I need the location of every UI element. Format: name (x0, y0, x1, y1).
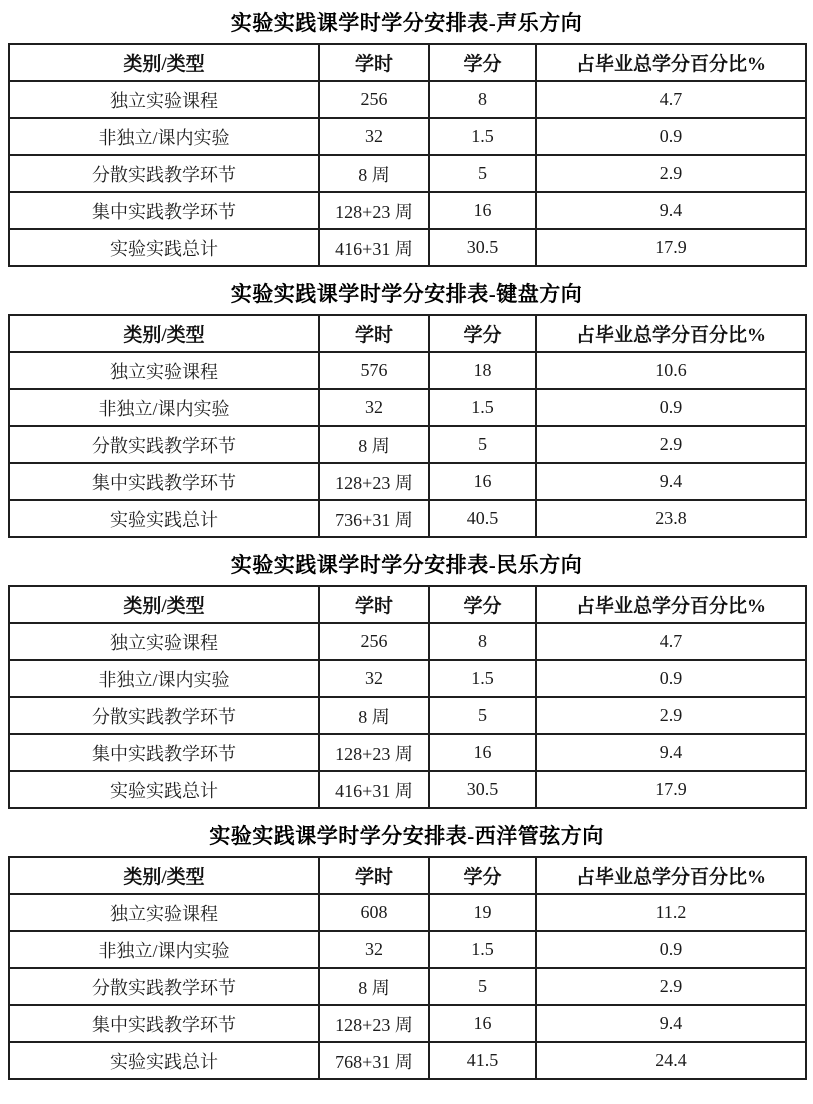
header-cell-category: 类别/类型 (9, 315, 319, 352)
cell-credits: 30.5 (429, 229, 536, 266)
cell-hours: 32 (319, 389, 429, 426)
table-row (9, 968, 806, 1005)
cell-percentage: 4.7 (536, 623, 806, 660)
table-row (9, 463, 806, 500)
cell-percentage: 0.9 (536, 389, 806, 426)
cell-percentage: 9.4 (536, 192, 806, 229)
cell-credits: 1.5 (429, 931, 536, 968)
cell-percentage: 0.9 (536, 660, 806, 697)
cell-percentage: 2.9 (536, 426, 806, 463)
table-row (9, 894, 806, 931)
header-cell-hours: 学时 (319, 315, 429, 352)
header-cell-category: 类别/类型 (9, 44, 319, 81)
cell-hours: 768+31 周 (319, 1042, 429, 1079)
cell-category: 独立实验课程 (9, 623, 319, 660)
table-row (9, 931, 806, 968)
cell-credits: 1.5 (429, 660, 536, 697)
cell-hours: 736+31 周 (319, 500, 429, 537)
table-row (9, 155, 806, 192)
table-section-vocal (8, 10, 805, 267)
cell-category: 非独立/课内实验 (9, 660, 319, 697)
cell-hours: 256 (319, 623, 429, 660)
cell-percentage: 2.9 (536, 697, 806, 734)
header-row (9, 586, 806, 623)
table-row (9, 81, 806, 118)
cell-category: 分散实践教学环节 (9, 968, 319, 1005)
header-cell-hours: 学时 (319, 857, 429, 894)
cell-category: 独立实验课程 (9, 81, 319, 118)
table-title: 实验实践课学时学分安排表-民乐方向 (230, 553, 583, 577)
cell-hours: 608 (319, 894, 429, 931)
cell-credits: 40.5 (429, 500, 536, 537)
table-row (9, 1005, 806, 1042)
cell-credits: 1.5 (429, 389, 536, 426)
table-row-total (9, 1042, 806, 1079)
cell-category: 分散实践教学环节 (9, 155, 319, 192)
cell-percentage: 2.9 (536, 155, 806, 192)
cell-credits: 16 (429, 192, 536, 229)
cell-credits: 16 (429, 463, 536, 500)
cell-percentage: 17.9 (536, 229, 806, 266)
cell-category: 实验实践总计 (9, 229, 319, 266)
table-row-total (9, 500, 806, 537)
cell-category: 独立实验课程 (9, 352, 319, 389)
cell-category: 集中实践教学环节 (9, 1005, 319, 1042)
cell-percentage: 24.4 (536, 1042, 806, 1079)
header-cell-credits: 学分 (429, 315, 536, 352)
table-section-keyboard (8, 281, 805, 538)
table-row (9, 660, 806, 697)
table-row (9, 623, 806, 660)
cell-percentage: 2.9 (536, 968, 806, 1005)
header-cell-credits: 学分 (429, 857, 536, 894)
cell-category: 实验实践总计 (9, 500, 319, 537)
credit-hours-table (8, 585, 807, 809)
cell-hours: 416+31 周 (319, 771, 429, 808)
cell-percentage: 0.9 (536, 118, 806, 155)
cell-credits: 30.5 (429, 771, 536, 808)
header-cell-category: 类别/类型 (9, 857, 319, 894)
cell-percentage: 10.6 (536, 352, 806, 389)
credit-hours-table (8, 314, 807, 538)
table-row (9, 697, 806, 734)
cell-hours: 128+23 周 (319, 734, 429, 771)
cell-hours: 8 周 (319, 968, 429, 1005)
header-cell-percentage: 占毕业总学分百分比% (536, 44, 806, 81)
cell-category: 非独立/课内实验 (9, 389, 319, 426)
cell-hours: 32 (319, 118, 429, 155)
cell-hours: 8 周 (319, 697, 429, 734)
header-cell-percentage: 占毕业总学分百分比% (536, 857, 806, 894)
cell-hours: 128+23 周 (319, 192, 429, 229)
cell-percentage: 17.9 (536, 771, 806, 808)
cell-percentage: 0.9 (536, 931, 806, 968)
cell-hours: 256 (319, 81, 429, 118)
cell-category: 非独立/课内实验 (9, 118, 319, 155)
cell-hours: 576 (319, 352, 429, 389)
cell-credits: 8 (429, 623, 536, 660)
credit-hours-table (8, 43, 807, 267)
table-title: 实验实践课学时学分安排表-声乐方向 (230, 11, 583, 35)
cell-category: 集中实践教学环节 (9, 463, 319, 500)
cell-category: 分散实践教学环节 (9, 697, 319, 734)
cell-hours: 32 (319, 660, 429, 697)
cell-percentage: 23.8 (536, 500, 806, 537)
table-row (9, 734, 806, 771)
table-row-total (9, 771, 806, 808)
header-cell-percentage: 占毕业总学分百分比% (536, 586, 806, 623)
cell-category: 集中实践教学环节 (9, 192, 319, 229)
cell-credits: 5 (429, 697, 536, 734)
cell-category: 独立实验课程 (9, 894, 319, 931)
header-cell-category: 类别/类型 (9, 586, 319, 623)
header-row (9, 44, 806, 81)
header-cell-credits: 学分 (429, 586, 536, 623)
header-row (9, 857, 806, 894)
cell-credits: 5 (429, 426, 536, 463)
cell-hours: 8 周 (319, 426, 429, 463)
table-title: 实验实践课学时学分安排表-键盘方向 (230, 282, 583, 306)
cell-hours: 416+31 周 (319, 229, 429, 266)
cell-hours: 32 (319, 931, 429, 968)
cell-category: 集中实践教学环节 (9, 734, 319, 771)
table-row (9, 118, 806, 155)
cell-percentage: 11.2 (536, 894, 806, 931)
table-row (9, 426, 806, 463)
table-row (9, 352, 806, 389)
header-row (9, 315, 806, 352)
table-row (9, 389, 806, 426)
cell-category: 实验实践总计 (9, 771, 319, 808)
cell-credits: 5 (429, 968, 536, 1005)
table-section-orchestra (8, 823, 805, 1080)
table-title: 实验实践课学时学分安排表-西洋管弦方向 (209, 824, 604, 848)
cell-hours: 128+23 周 (319, 1005, 429, 1042)
table-row (9, 192, 806, 229)
table-row-total (9, 229, 806, 266)
cell-credits: 1.5 (429, 118, 536, 155)
cell-credits: 8 (429, 81, 536, 118)
cell-credits: 41.5 (429, 1042, 536, 1079)
cell-percentage: 9.4 (536, 463, 806, 500)
header-cell-hours: 学时 (319, 44, 429, 81)
cell-credits: 5 (429, 155, 536, 192)
cell-credits: 16 (429, 1005, 536, 1042)
cell-hours: 8 周 (319, 155, 429, 192)
cell-hours: 128+23 周 (319, 463, 429, 500)
cell-percentage: 4.7 (536, 81, 806, 118)
header-cell-percentage: 占毕业总学分百分比% (536, 315, 806, 352)
credit-hours-table (8, 856, 807, 1080)
cell-category: 非独立/课内实验 (9, 931, 319, 968)
cell-credits: 16 (429, 734, 536, 771)
cell-category: 实验实践总计 (9, 1042, 319, 1079)
cell-credits: 19 (429, 894, 536, 931)
cell-percentage: 9.4 (536, 1005, 806, 1042)
header-cell-credits: 学分 (429, 44, 536, 81)
table-section-folk (8, 552, 805, 809)
cell-percentage: 9.4 (536, 734, 806, 771)
cell-category: 分散实践教学环节 (9, 426, 319, 463)
cell-credits: 18 (429, 352, 536, 389)
header-cell-hours: 学时 (319, 586, 429, 623)
